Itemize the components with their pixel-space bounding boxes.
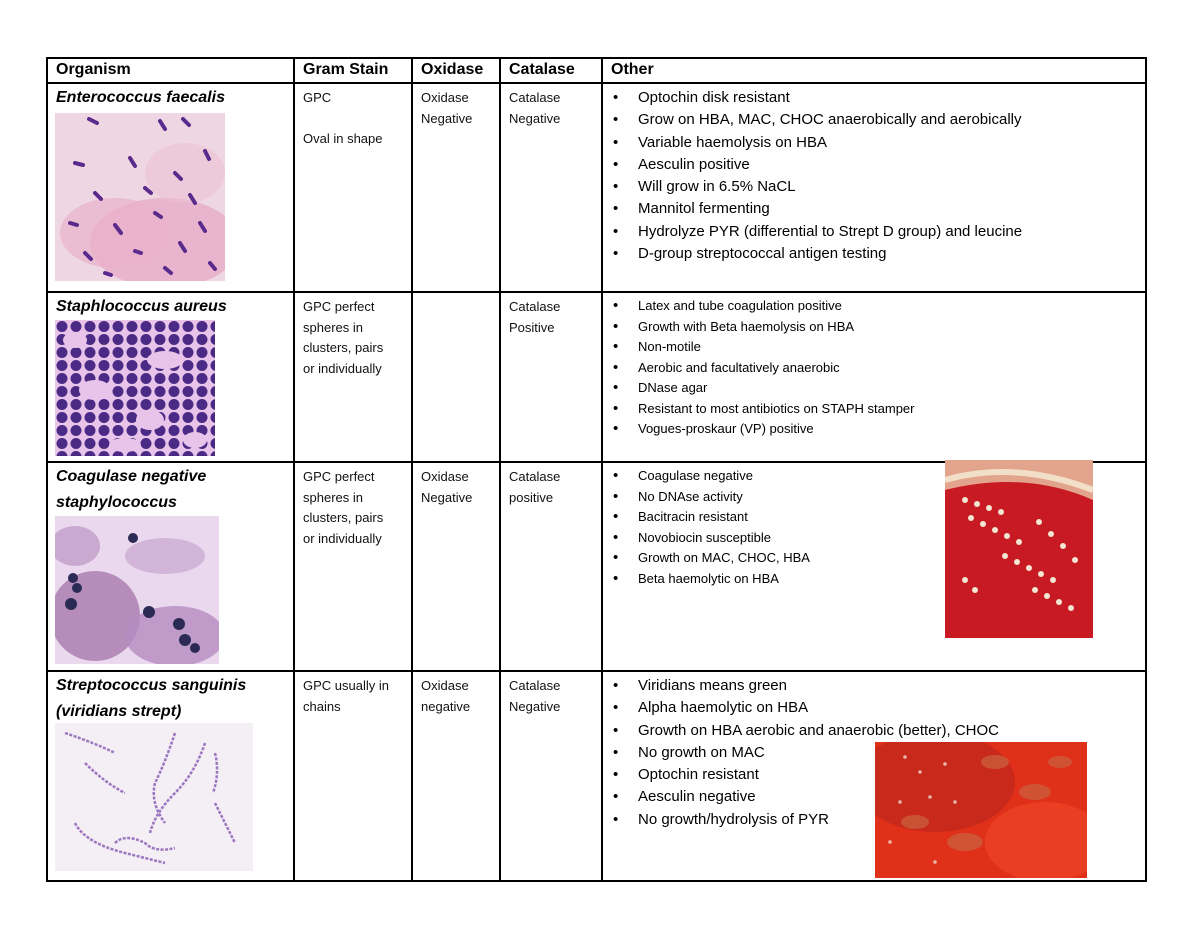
list-item: • No growth/hydrolysis of PYR	[613, 809, 1145, 831]
header-catalase: Catalase	[500, 58, 602, 83]
organism-name: Coagulase negative	[56, 468, 207, 485]
gram-stain-line: chains	[303, 698, 341, 714]
micrograph-image	[55, 516, 219, 664]
other-list	[603, 293, 1145, 440]
list-item: • Latex and tube coagulation positive	[613, 296, 1145, 317]
organism-name: Enterococcus faecalis	[56, 89, 225, 106]
gram-stain-cell	[294, 671, 412, 881]
oxidase-cell	[412, 83, 500, 292]
header-other: Other	[602, 58, 1146, 83]
catalase-line: positive	[509, 489, 554, 505]
catalase-line: Negative	[509, 110, 561, 126]
organism-cell	[47, 671, 294, 881]
list-item: • Aesculin negative	[613, 786, 1145, 808]
list-item: • Alpha haemolytic on HBA	[613, 697, 1145, 719]
list-item: • Growth with Beta haemolysis on HBA	[613, 317, 1145, 338]
catalase-line: Catalase	[509, 90, 561, 105]
list-item: • Variable haemolysis on HBA	[613, 132, 1145, 154]
list-item: • Optochin disk resistant	[613, 87, 1145, 109]
list-item: • Viridians means green	[613, 675, 1145, 697]
list-item: • Coagulase negative	[613, 466, 1145, 487]
organism-name: Streptococcus sanguinis	[56, 677, 247, 694]
gram-stain-line: or individually	[303, 530, 382, 546]
list-item: • D-group streptococcal antigen testing	[613, 243, 1145, 265]
header-oxidase: Oxidase	[412, 58, 500, 83]
organism-cell	[47, 292, 294, 462]
list-item: • Will grow in 6.5% NaCL	[613, 176, 1145, 198]
oxidase-line: Negative	[421, 110, 473, 126]
gram-stain-line: or individually	[303, 360, 382, 376]
other-cell	[602, 462, 1146, 671]
catalase-line: Positive	[509, 319, 555, 335]
list-item: • Growth on HBA aerobic and anaerobic (better), CHOC	[613, 720, 1145, 742]
gram-stain-line: GPC perfect	[303, 469, 375, 484]
list-item: • No DNAse activity	[613, 487, 1145, 508]
catalase-line: Negative	[509, 698, 561, 714]
list-item: • Novobiocin susceptible	[613, 528, 1145, 549]
catalase-cell	[500, 671, 602, 881]
table-row	[47, 292, 1146, 462]
gram-stain-cell	[294, 83, 412, 292]
micrograph-image	[55, 723, 253, 871]
header-gram-stain: Gram Stain	[294, 58, 412, 83]
organism-cell	[47, 462, 294, 671]
list-item: • DNase agar	[613, 378, 1145, 399]
other-list	[603, 672, 1145, 831]
table-row	[47, 462, 1146, 671]
list-item: • Bacitracin resistant	[613, 507, 1145, 528]
list-item: • Aerobic and facultatively anaerobic	[613, 358, 1145, 379]
gram-stain-line: GPC perfect	[303, 299, 375, 314]
list-item: • No growth on MAC	[613, 742, 1145, 764]
oxidase-line: Negative	[421, 489, 473, 505]
oxidase-cell	[412, 462, 500, 671]
table-row	[47, 671, 1146, 881]
catalase-cell	[500, 83, 602, 292]
list-item: • Growth on MAC, CHOC, HBA	[613, 548, 1145, 569]
other-cell	[602, 671, 1146, 881]
oxidase-line: Oxidase	[421, 469, 469, 484]
gram-stain-line: spheres in	[303, 319, 363, 335]
list-item: • Hydrolyze PYR (differential to Strept D group) and leucine	[613, 221, 1145, 243]
other-cell	[602, 83, 1146, 292]
catalase-line: Catalase	[509, 299, 561, 314]
list-item: • Vogues-proskaur (VP) positive	[613, 419, 1145, 440]
micrograph-image	[55, 320, 215, 456]
organism-table	[46, 57, 1147, 882]
list-item: • Non-motile	[613, 337, 1145, 358]
organism-name: (viridians strept)	[56, 703, 182, 720]
list-item: • Resistant to most antibiotics on STAPH stamper	[613, 399, 1145, 420]
organism-name: Staphlococcus aureus	[56, 298, 227, 315]
gram-stain-line: GPC	[303, 90, 332, 105]
catalase-cell	[500, 292, 602, 462]
header-organism: Organism	[47, 58, 294, 83]
agar-plate-image	[945, 460, 1093, 638]
list-item: • Optochin resistant	[613, 764, 1145, 786]
oxidase-line: Oxidase	[421, 678, 469, 693]
table-row	[47, 83, 1146, 292]
gram-stain-cell	[294, 462, 412, 671]
catalase-cell	[500, 462, 602, 671]
oxidase-line: negative	[421, 698, 471, 714]
gram-stain-line: Oval in shape	[303, 130, 383, 146]
list-item: • Beta haemolytic on HBA	[613, 569, 1145, 590]
oxidase-line: Oxidase	[421, 90, 469, 105]
other-cell	[602, 292, 1146, 462]
gram-stain-cell	[294, 292, 412, 462]
catalase-line: Catalase	[509, 678, 561, 693]
oxidase-cell	[412, 292, 500, 462]
gram-stain-line: clusters, pairs	[303, 510, 384, 525]
organism-name: staphylococcus	[56, 494, 177, 511]
header-row	[47, 58, 1146, 83]
gram-stain-line: GPC usually in	[303, 678, 389, 693]
list-item: • Mannitol fermenting	[613, 198, 1145, 220]
list-item: • Grow on HBA, MAC, CHOC anaerobically and aerobically	[613, 109, 1145, 131]
gram-stain-line: spheres in	[303, 489, 363, 505]
micrograph-image	[55, 113, 225, 281]
list-item: • Aesculin positive	[613, 154, 1145, 176]
gram-stain-line: clusters, pairs	[303, 340, 384, 355]
catalase-line: Catalase	[509, 469, 561, 484]
other-list	[603, 84, 1145, 265]
oxidase-cell	[412, 671, 500, 881]
organism-cell	[47, 83, 294, 292]
